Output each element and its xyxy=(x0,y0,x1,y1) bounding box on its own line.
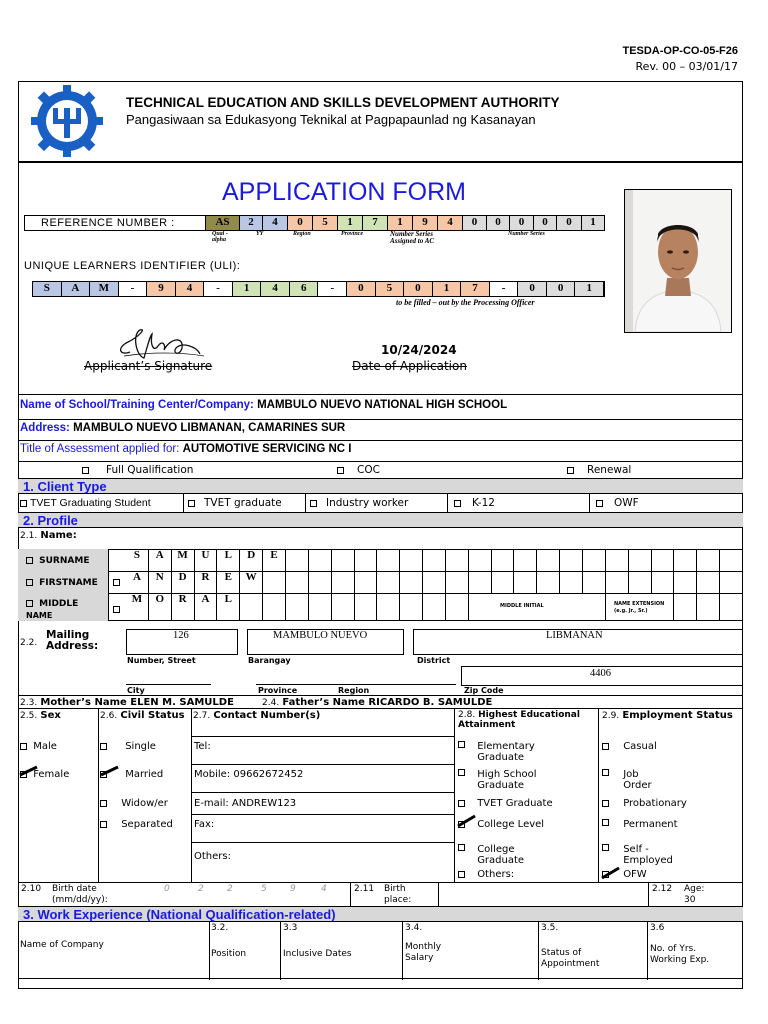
name-letter-cell[interactable] xyxy=(400,571,423,593)
emp-casual[interactable]: Casual xyxy=(602,741,657,752)
name-heading: 2.1. Name: xyxy=(20,530,77,541)
checkbox-icon xyxy=(602,769,609,776)
surname-label: SURNAME xyxy=(26,556,89,566)
contact-others: Others: xyxy=(194,851,231,862)
name-letter-cell[interactable] xyxy=(355,549,378,571)
full-qualification-option[interactable]: Full Qualification xyxy=(82,464,193,476)
zip-caption: Zip Code xyxy=(464,686,504,695)
name-letter-cell[interactable] xyxy=(400,593,423,621)
civil-married[interactable]: Married xyxy=(100,769,163,780)
name-letter-cell[interactable]: M xyxy=(126,593,149,621)
name-letter-cell[interactable] xyxy=(286,571,309,593)
name-letter-cell[interactable] xyxy=(652,549,675,571)
sex-male[interactable]: Male xyxy=(20,741,57,752)
checkbox-icon xyxy=(454,500,461,507)
name-letter-cell[interactable] xyxy=(332,571,355,593)
renewal-option[interactable]: Renewal xyxy=(567,464,631,476)
district-caption: District xyxy=(417,656,451,665)
date-of-application-label: Date of Application xyxy=(352,359,467,373)
uli-cell: 0 xyxy=(347,282,376,296)
name-letter-cell[interactable] xyxy=(720,549,743,571)
checkbox-icon xyxy=(26,600,33,607)
client-owf[interactable]: OWF xyxy=(596,497,639,509)
edu-highschool[interactable]: High School Graduate xyxy=(458,769,557,791)
uli-cell: S xyxy=(33,282,62,296)
middle-name-suffix: NAME xyxy=(26,611,53,620)
uli-cell: 5 xyxy=(376,282,405,296)
name-letter-cell[interactable] xyxy=(309,571,332,593)
name-letter-cell[interactable] xyxy=(492,549,515,571)
uli-row xyxy=(32,281,605,297)
name-letter-cell[interactable] xyxy=(309,549,332,571)
mailing-label: Mailing Address: xyxy=(46,629,99,652)
education-heading: 2.8. Highest Educational Attainment xyxy=(458,710,580,730)
province-caption: Province xyxy=(258,686,298,695)
reference-cell: 0 xyxy=(510,216,534,230)
assessment-label: Title of Assessment applied for: xyxy=(20,443,180,455)
checkbox-icon xyxy=(602,800,609,807)
checkbox-icon xyxy=(602,819,609,826)
reference-number-label: REFERENCE NUMBER : xyxy=(41,217,175,229)
birth-num: 2.10 xyxy=(21,884,42,894)
reference-cell: 0 xyxy=(557,216,582,230)
name-letter-cell[interactable] xyxy=(469,571,492,593)
client-tvet-graduate[interactable]: TVET graduate xyxy=(188,497,282,509)
document-code: TESDA-OP-CO-05-F26 xyxy=(622,45,738,57)
name-letter-cell[interactable] xyxy=(560,571,583,593)
checkbox-icon xyxy=(113,579,120,586)
region-caption: Region xyxy=(338,686,370,695)
name-extension-cell[interactable] xyxy=(720,593,743,621)
name-letter-cell[interactable] xyxy=(355,571,378,593)
client-type-options xyxy=(18,494,743,512)
checkbox-icon xyxy=(602,743,609,750)
emp-permanent[interactable]: Permanent xyxy=(602,819,673,830)
checkbox-icon xyxy=(100,821,107,828)
name-letter-cell[interactable]: N xyxy=(149,571,172,593)
checkbox-icon xyxy=(20,743,27,750)
name-letter-cell[interactable] xyxy=(377,549,400,571)
emp-job-order[interactable]: Job Order xyxy=(602,769,653,791)
birth-label: Birth date (mm/dd/yy): xyxy=(52,884,108,905)
birth-digits xyxy=(164,884,344,904)
ref-sub-series: Number Series xyxy=(508,231,545,237)
reference-cells xyxy=(206,216,605,230)
name-letter-cell[interactable]: U xyxy=(195,549,218,571)
name-letter-cell[interactable] xyxy=(355,593,378,621)
checkbox-icon xyxy=(602,844,609,851)
name-letter-cell[interactable]: E xyxy=(217,571,240,593)
person-photo-icon xyxy=(625,190,731,332)
name-letter-cell[interactable]: O xyxy=(149,593,172,621)
name-letter-cell[interactable] xyxy=(286,549,309,571)
uli-cell: 4 xyxy=(261,282,290,296)
name-letter-cell[interactable]: A xyxy=(195,593,218,621)
name-letter-cell[interactable] xyxy=(309,593,332,621)
uli-cell: M xyxy=(90,282,119,296)
emp-probationary[interactable]: Probationary xyxy=(602,798,687,809)
street-value: 126 xyxy=(173,630,189,641)
name-letter-cell[interactable] xyxy=(629,571,652,593)
name-letter-cell[interactable] xyxy=(332,549,355,571)
name-letter-cell[interactable] xyxy=(652,571,675,593)
name-letter-cell[interactable]: W xyxy=(240,571,263,593)
school-label: Name of School/Training Center/Company: xyxy=(20,399,254,411)
work-col-status: Status of Appointment xyxy=(541,948,600,969)
signature-label: Applicant’s Signature xyxy=(84,359,213,373)
edu-tvet[interactable]: TVET Graduate xyxy=(458,798,553,809)
name-letter-cell[interactable] xyxy=(674,549,697,571)
client-type-section: 1. Client Type xyxy=(18,478,743,494)
name-letter-cell[interactable] xyxy=(606,549,629,571)
civil-separated[interactable]: Separated xyxy=(100,819,171,830)
age-num: 2.12 xyxy=(652,884,673,894)
uli-cell: 7 xyxy=(461,282,490,296)
name-letter-cell[interactable] xyxy=(720,571,743,593)
checkmark-icon xyxy=(99,765,121,777)
reference-cell: 2 xyxy=(240,216,263,230)
name-letter-cell[interactable] xyxy=(423,593,446,621)
checkbox-icon xyxy=(188,500,195,507)
emp-self-employed[interactable]: Self - Employed xyxy=(602,844,683,866)
form-title: APPLICATION FORM xyxy=(222,178,467,206)
reference-cell: 1 xyxy=(582,216,605,230)
tesda-logo-icon xyxy=(26,82,108,160)
reference-cell: 1 xyxy=(338,216,363,230)
name-letter-cell[interactable] xyxy=(606,571,629,593)
reference-cell: 4 xyxy=(438,216,463,230)
agency-subtitle: Pangasiwaan sa Edukasyong Teknikal at Pagpapaunlad ng Kasanayan xyxy=(126,112,536,127)
coc-option[interactable]: COC xyxy=(337,464,380,476)
assessment-row xyxy=(20,443,351,455)
reference-cell: 7 xyxy=(363,216,388,230)
checkbox-icon xyxy=(458,871,465,878)
civil-single[interactable]: Single xyxy=(100,741,156,752)
checkbox-icon xyxy=(20,500,27,507)
name-letter-cell[interactable]: R xyxy=(172,593,195,621)
reference-cell: 0 xyxy=(288,216,313,230)
name-extension-cell[interactable] xyxy=(697,593,720,621)
work-col-years: No. of Yrs. Working Exp. xyxy=(650,944,710,965)
assessment-value: AUTOMOTIVE SERVICING NC I xyxy=(182,443,352,455)
checkmark-icon xyxy=(456,814,478,828)
checkbox-icon xyxy=(458,800,465,807)
checkbox-icon xyxy=(26,579,33,586)
ref-sub-province: Province xyxy=(341,231,363,237)
name-letter-cell[interactable]: A xyxy=(149,549,172,571)
birth-date-digit: 5 xyxy=(261,884,267,894)
work-experience-section: 3. Work Experience (National Qualification-related) xyxy=(18,906,743,922)
birth-date-digit: 2 xyxy=(198,884,204,894)
checkbox-icon xyxy=(100,743,107,750)
reference-cell: 0 xyxy=(463,216,487,230)
name-letter-cell[interactable] xyxy=(469,549,492,571)
name-letter-cell[interactable] xyxy=(332,593,355,621)
date-of-application-value: 10/24/2024 xyxy=(381,343,457,357)
father-name: 2.4. Father’s Name RICARDO B. SAMULDE xyxy=(262,697,493,708)
name-letter-cell[interactable] xyxy=(560,549,583,571)
document-revision: Rev. 00 – 03/01/17 xyxy=(635,60,738,73)
uli-cells xyxy=(33,282,604,296)
uli-cell: 9 xyxy=(147,282,176,296)
checkmark-icon xyxy=(18,765,40,777)
name-letter-cell[interactable]: D xyxy=(240,549,263,571)
sex-female[interactable]: Female xyxy=(20,769,69,780)
contact-mobile: Mobile: 09662672452 xyxy=(194,769,304,780)
work-col-salary: Monthly Salary xyxy=(405,942,442,963)
name-letter-cell[interactable] xyxy=(583,571,606,593)
checkbox-icon xyxy=(113,606,120,613)
birth-date-digit: 0 xyxy=(164,884,170,894)
contact-heading: 2.7. Contact Number(s) xyxy=(193,710,321,721)
ref-sub-qual: Qual - alpha xyxy=(212,231,228,243)
uli-cell: A xyxy=(62,282,91,296)
checkbox-icon xyxy=(567,467,574,474)
name-letter-cell[interactable]: L xyxy=(217,593,240,621)
edu-college-level[interactable]: College Level xyxy=(458,819,544,830)
reference-cell: 9 xyxy=(413,216,438,230)
ref-sub-region: Region xyxy=(293,231,311,237)
edu-college-graduate[interactable]: College Graduate xyxy=(458,844,557,866)
mailing-num: 2.2. xyxy=(20,638,38,648)
reference-cell: 1 xyxy=(388,216,413,230)
checkbox-icon xyxy=(458,769,465,776)
name-letter-cell[interactable] xyxy=(446,549,469,571)
school-row xyxy=(20,399,507,411)
street-caption: Number, Street xyxy=(127,656,196,665)
mother-name: 2.3. Mother’s Name ELEN M. SAMULDE xyxy=(20,697,234,708)
address-row xyxy=(20,422,345,434)
uli-cell: - xyxy=(119,282,148,296)
address-label: Address: xyxy=(20,422,70,434)
uli-label: UNIQUE LEARNERS IDENTIFIER (ULI): xyxy=(24,260,241,272)
checkbox-icon xyxy=(26,557,33,564)
district-value: LIBMANAN xyxy=(546,630,603,641)
name-letter-cell[interactable] xyxy=(286,593,309,621)
middle-label: MIDDLE xyxy=(26,599,78,609)
uli-cell: - xyxy=(319,282,348,296)
work-col-dates: Inclusive Dates xyxy=(283,949,352,959)
checkbox-icon xyxy=(596,500,603,507)
uli-cell: 1 xyxy=(433,282,462,296)
birthplace-label: Birth place: xyxy=(384,884,412,905)
agency-title: TECHNICAL EDUCATION AND SKILLS DEVELOPMENT AUTHORITY xyxy=(126,95,560,110)
name-letter-cell[interactable]: M xyxy=(172,549,195,571)
name-letter-cell[interactable] xyxy=(492,571,515,593)
name-letter-cell[interactable] xyxy=(423,571,446,593)
birth-date-digit: 9 xyxy=(290,884,296,894)
name-letter-cell[interactable] xyxy=(674,571,697,593)
profile-section: 2. Profile xyxy=(18,512,743,528)
name-letter-cell[interactable] xyxy=(583,549,606,571)
uli-cell: 4 xyxy=(176,282,205,296)
city-caption: City xyxy=(127,686,145,695)
name-extension-label: NAME EXTENSION (e.g. Jr., Sr.) xyxy=(614,601,665,614)
checkbox-icon xyxy=(100,800,107,807)
reference-cell: 5 xyxy=(313,216,338,230)
name-letter-cell[interactable]: S xyxy=(126,549,149,571)
uli-cell: 0 xyxy=(547,282,576,296)
name-letter-cell[interactable] xyxy=(377,593,400,621)
uli-cell: 1 xyxy=(575,282,604,296)
name-letter-cell[interactable] xyxy=(263,593,286,621)
uli-cell: 1 xyxy=(233,282,262,296)
uli-cell: - xyxy=(490,282,519,296)
reference-cell: 4 xyxy=(263,216,288,230)
name-letter-cell[interactable] xyxy=(377,571,400,593)
name-letter-cell[interactable] xyxy=(423,549,446,571)
ref-sub-yy: YY xyxy=(256,231,264,237)
applicant-photo xyxy=(624,189,732,333)
emp-ofw[interactable]: OFW xyxy=(602,869,647,880)
birth-date-digit: 4 xyxy=(321,884,327,894)
name-letter-cell[interactable] xyxy=(446,571,469,593)
name-letter-cell[interactable]: E xyxy=(263,549,286,571)
civil-widow[interactable]: Widow/er xyxy=(100,798,168,809)
zip-value: 4406 xyxy=(590,668,611,679)
name-letter-cell[interactable] xyxy=(629,549,652,571)
age-value: 30 xyxy=(684,895,696,905)
name-letter-cell[interactable] xyxy=(400,549,423,571)
contact-tel: Tel: xyxy=(194,741,211,752)
work-col-position: Position xyxy=(211,949,247,959)
name-letter-cell[interactable]: L xyxy=(217,549,240,571)
reference-number-row xyxy=(24,215,605,231)
checkbox-icon xyxy=(337,467,344,474)
name-letter-cell[interactable] xyxy=(514,549,537,571)
name-letter-cell[interactable]: A xyxy=(126,571,149,593)
reference-cell: AS xyxy=(206,216,240,230)
edu-elementary[interactable]: Elementary Graduate xyxy=(458,741,557,763)
name-letter-cell[interactable] xyxy=(697,571,720,593)
ref-sub-series-ac: Number Series Assigned to AC xyxy=(390,230,435,245)
contact-fax: Fax: xyxy=(194,819,215,830)
applicant-signature xyxy=(110,322,210,364)
client-industry-worker[interactable]: Industry worker xyxy=(310,497,408,509)
name-letter-cell[interactable] xyxy=(514,571,537,593)
checkbox-icon xyxy=(458,844,465,851)
reference-cell: 0 xyxy=(487,216,510,230)
name-extension-cell[interactable] xyxy=(674,593,697,621)
name-letter-cell[interactable] xyxy=(263,571,286,593)
school-value: MAMBULO NUEVO NATIONAL HIGH SCHOOL xyxy=(257,399,508,411)
age-label: Age: xyxy=(684,884,705,894)
civil-heading: 2.6. Civil Status xyxy=(100,710,185,721)
sex-heading: 2.5. Sex xyxy=(20,710,61,721)
checkmark-icon xyxy=(600,866,622,880)
barangay-caption: Barangay xyxy=(248,656,291,665)
uli-cell: 0 xyxy=(404,282,433,296)
name-letter-cell[interactable] xyxy=(537,549,560,571)
checkbox-icon xyxy=(458,741,465,748)
uli-cell: 0 xyxy=(518,282,547,296)
reference-cell: 0 xyxy=(534,216,557,230)
middle-initial-label: MIDDLE INITIAL xyxy=(500,603,544,609)
name-letter-cell[interactable]: R xyxy=(195,571,218,593)
uli-cell: - xyxy=(204,282,233,296)
name-letter-cell[interactable] xyxy=(446,593,469,621)
uli-note: to be filled – out by the Processing Officer xyxy=(396,298,535,307)
address-value: MAMBULO NUEVO LIBMANAN, CAMARINES SUR xyxy=(73,422,346,434)
client-k12[interactable]: K-12 xyxy=(454,497,495,509)
work-col-company: Name of Company xyxy=(20,940,104,950)
contact-email: E-mail: ANDREW123 xyxy=(194,798,297,809)
employment-heading: 2.9. Employment Status xyxy=(602,710,733,721)
work-table: Name of Company 3.2. Position 3.3 Inclusive Dates 3.4. Monthly Salary 3.5. Status of Appointment 3.6 No. of Yrs. Working Exp. xyxy=(18,922,743,980)
firstname-label: FIRSTNAME xyxy=(26,578,98,588)
client-tvet-graduating[interactable]: TVET Graduating Student xyxy=(20,497,151,509)
name-letter-cell[interactable]: D xyxy=(172,571,195,593)
checkbox-icon xyxy=(82,467,89,474)
edu-others[interactable]: Others: xyxy=(458,869,514,880)
birth-date-digit: 2 xyxy=(227,884,233,894)
checkbox-icon xyxy=(310,500,317,507)
barangay-value: MAMBULO NUEVO xyxy=(273,630,368,641)
uli-cell: 6 xyxy=(290,282,319,296)
name-letter-cell[interactable] xyxy=(537,571,560,593)
birthplace-num: 2.11 xyxy=(354,884,375,894)
name-letter-cell[interactable] xyxy=(697,549,720,571)
name-letter-cell[interactable] xyxy=(240,593,263,621)
